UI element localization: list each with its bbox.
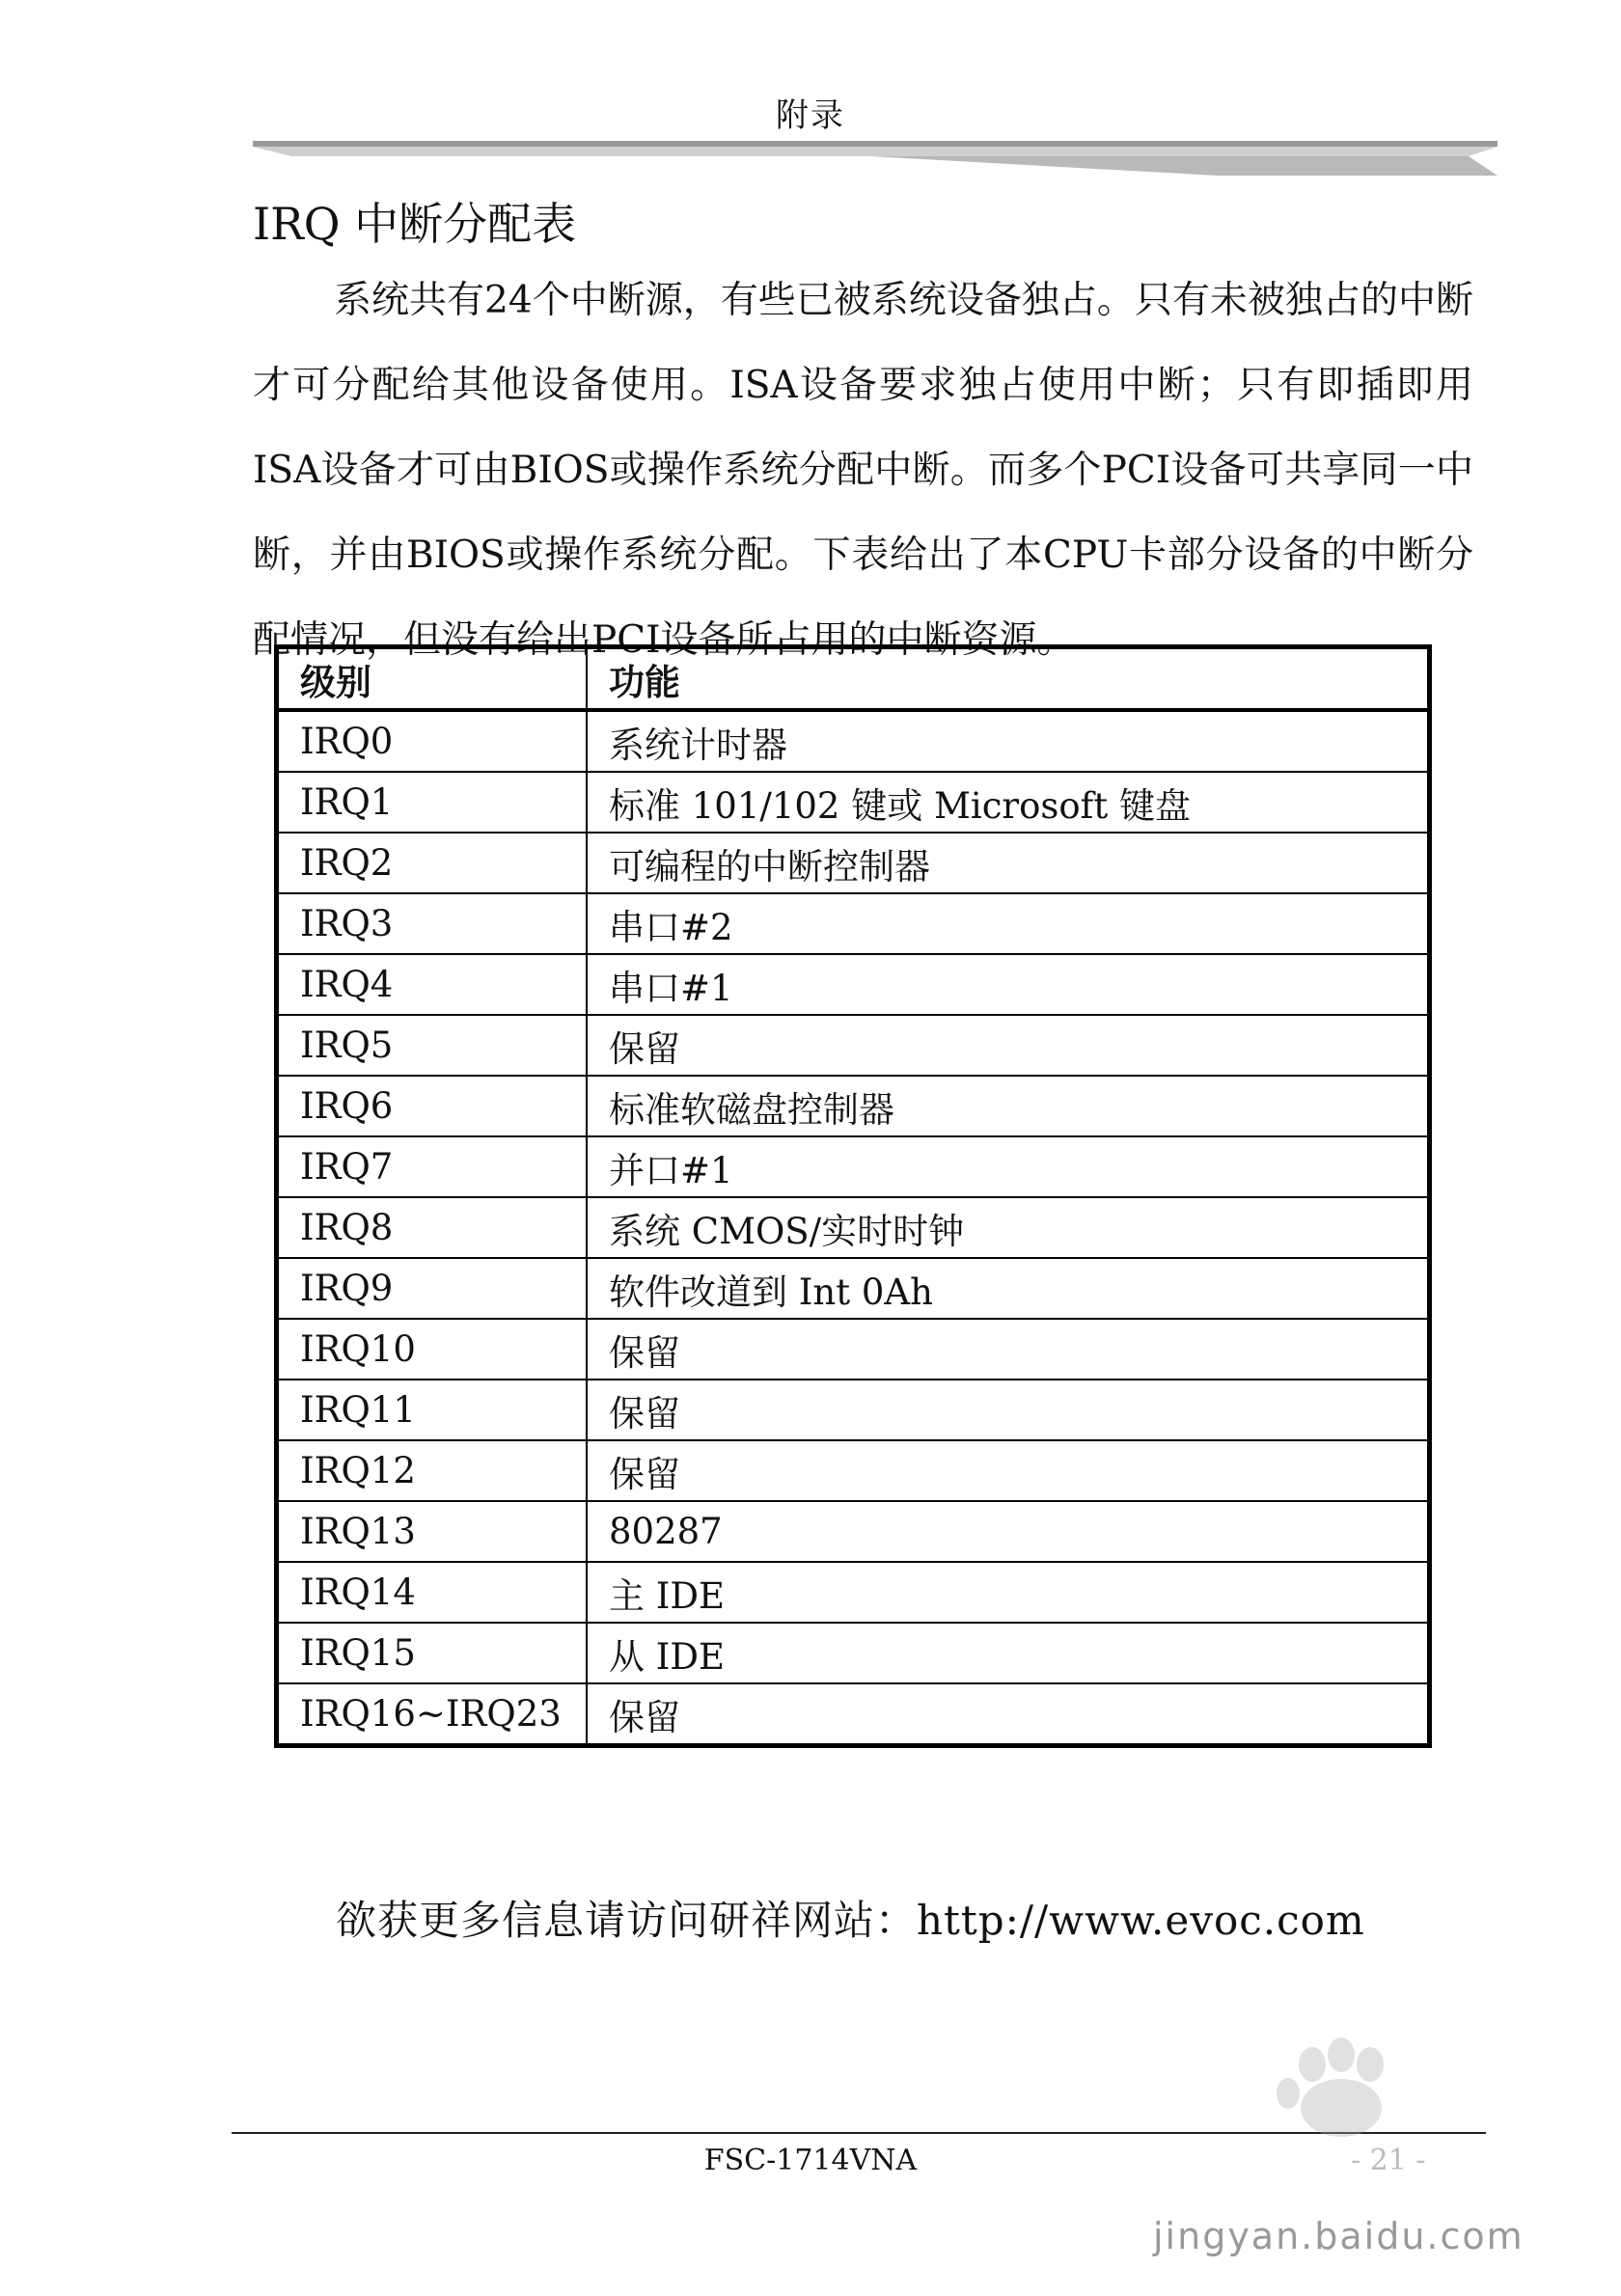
irq-function-cell: 保留 [587,1015,1430,1076]
table-row [277,954,1430,1015]
irq-function-cell: 标准软磁盘控制器 [587,1076,1430,1136]
footer-website-note: 欲获更多信息请访问研祥网站：http://www.evoc.com [336,1897,1365,1944]
irq-level-cell: IRQ13 [277,1501,588,1562]
footer-model: FSC-1714VNA [703,2144,918,2177]
irq-level-cell: IRQ3 [277,893,588,954]
irq-level-cell: IRQ4 [277,954,588,1015]
irq-level-cell: IRQ1 [277,772,588,833]
table-row [277,1319,1430,1380]
irq-level-cell: IRQ9 [277,1258,588,1319]
irq-function-cell: 主 IDE [587,1562,1430,1623]
table-row [277,1136,1430,1197]
table-row [277,1015,1430,1076]
irq-level-cell: IRQ14 [277,1562,588,1623]
irq-function-cell: 保留 [587,1380,1430,1440]
irq-function-cell: 串口#1 [587,954,1430,1015]
header-title: 附录 [776,96,845,135]
irq-function-cell: 标准 101/102 键或 Microsoft 键盘 [587,772,1430,833]
irq-level-cell: IRQ2 [277,833,588,893]
irq-function-cell: 保留 [587,1319,1430,1380]
irq-function-cell: 从 IDE [587,1623,1430,1683]
table-row [277,1380,1430,1440]
irq-function-cell: 可编程的中断控制器 [587,833,1430,893]
irq-function-cell: 并口#1 [587,1136,1430,1197]
irq-function-cell: 软件改道到 Int 0Ah [587,1258,1430,1319]
irq-function-cell: 80287 [587,1501,1430,1562]
column-header-level: 级别 [277,647,588,711]
irq-table [274,644,1432,1748]
table-row [277,1258,1430,1319]
irq-function-cell: 保留 [587,1440,1430,1501]
table-row [277,1076,1430,1136]
table-row [277,772,1430,833]
table-header-row [277,647,1430,711]
table-row [277,893,1430,954]
header-rule [253,141,1497,178]
table-row [277,710,1430,772]
section-title: IRQ 中断分配表 [253,198,577,250]
irq-level-cell: IRQ0 [277,710,588,772]
irq-level-cell: IRQ5 [277,1015,588,1076]
irq-level-cell: IRQ15 [277,1623,588,1683]
table-row [277,1623,1430,1683]
irq-level-cell: IRQ16~IRQ23 [277,1683,588,1746]
irq-level-cell: IRQ12 [277,1440,588,1501]
table-row [277,1501,1430,1562]
page-number: - 21 - [1351,2144,1426,2177]
table-row [277,1440,1430,1501]
column-header-function: 功能 [587,647,1430,711]
irq-level-cell: IRQ7 [277,1136,588,1197]
table-row [277,1197,1430,1258]
intro-paragraph: 系统共有24个中断源，有些已被系统设备独占。只有未被独占的中断才可分配给其他设备使用。ISA设备要求独占使用中断；只有即插即用ISA设备才可由BIOS或操作系统分配中断。而多个PCI设备可共享同一中断，并由BIOS或操作系统分配。下表给出了本CPU卡部分设备的中断分配情况，但没有给出PCI设备所占用的中断资源。 [253,279,1473,662]
irq-level-cell: IRQ8 [277,1197,588,1258]
table-row [277,1562,1430,1623]
irq-function-cell: 串口#2 [587,893,1430,954]
watermark-text: jingyan.baidu.com [1153,2215,1525,2257]
irq-level-cell: IRQ6 [277,1076,588,1136]
irq-level-cell: IRQ10 [277,1319,588,1380]
irq-function-cell: 保留 [587,1683,1430,1746]
irq-level-cell: IRQ11 [277,1380,588,1440]
table-row [277,833,1430,893]
table-row [277,1683,1430,1746]
irq-function-cell: 系统计时器 [587,710,1430,772]
irq-function-cell: 系统 CMOS/实时时钟 [587,1197,1430,1258]
